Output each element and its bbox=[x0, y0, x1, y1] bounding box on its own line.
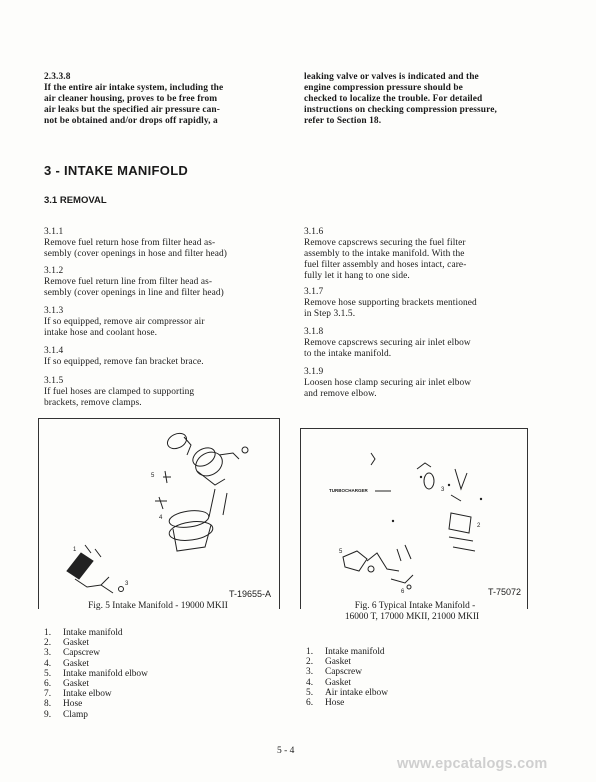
figure-6-frame bbox=[300, 428, 528, 609]
step-number: 3.1.8 bbox=[304, 327, 324, 337]
watermark: www.epcatalogs.com bbox=[397, 756, 548, 772]
typical-intake-manifold-illustration bbox=[301, 429, 527, 609]
paragraph-2338-line: air leaks but the specified air pressure can- bbox=[44, 105, 220, 115]
step-number: 3.1.2 bbox=[44, 266, 64, 276]
step-text: fuel filter assembly and hoses intact, care- bbox=[304, 260, 467, 270]
list-item: 2. Gasket bbox=[306, 657, 352, 668]
step-text: brackets, remove clamps. bbox=[44, 398, 142, 408]
step-text: assembly to the intake manifold. With the bbox=[304, 249, 465, 259]
figure-6-parts-list bbox=[306, 647, 388, 708]
step-number: 3.1.6 bbox=[304, 227, 324, 237]
paragraph-right-line: instructions on checking compression pressure, bbox=[304, 105, 497, 115]
figure-5-caption: Fig. 5 Intake Manifold - 19000 MKII bbox=[50, 601, 266, 612]
paragraph-2338-line: air cleaner housing, proves to be free from bbox=[44, 94, 218, 104]
svg-text:3: 3 bbox=[125, 581, 129, 587]
step-number: 3.1.1 bbox=[44, 227, 64, 237]
step-number: 3.1.5 bbox=[44, 376, 64, 386]
paragraph-right-line: leaking valve or valves is indicated and the bbox=[304, 72, 479, 82]
paragraph-2338-number: 2.3.3.8 bbox=[44, 72, 71, 82]
list-item: 1. Intake manifold bbox=[44, 628, 123, 638]
step-text: Remove fuel return line from filter head as- bbox=[44, 277, 213, 287]
list-item: 6. Gasket bbox=[44, 679, 90, 690]
step-text: Remove hose supporting brackets mentioned bbox=[304, 298, 477, 308]
step-text: to the intake manifold. bbox=[304, 349, 392, 359]
svg-text:4: 4 bbox=[159, 515, 163, 521]
list-item: 2. Gasket bbox=[44, 638, 90, 649]
step-text: and remove elbow. bbox=[304, 389, 377, 399]
list-item: 7. Intake elbow bbox=[44, 689, 112, 700]
turbocharger-label: TURBOCHARGER bbox=[329, 488, 368, 493]
list-item: 1. Intake manifold bbox=[306, 647, 385, 657]
list-item: 8. Hose bbox=[44, 699, 83, 710]
step-text: If so equipped, remove fan bracket brace. bbox=[44, 357, 204, 367]
step-text: sembly (cover openings in hose and filter head) bbox=[44, 249, 228, 259]
list-item: 3. Capscrew bbox=[306, 667, 362, 678]
step-number: 3.1.9 bbox=[304, 367, 324, 377]
step-number: 3.1.7 bbox=[304, 287, 324, 297]
step-text: fully let it hang to one side. bbox=[304, 271, 410, 281]
intake-manifold-19000-illustration bbox=[39, 419, 279, 609]
subsection-title: 3.1 REMOVAL bbox=[44, 195, 107, 206]
list-item: 5. Intake manifold elbow bbox=[44, 668, 148, 679]
svg-text:5: 5 bbox=[339, 549, 343, 555]
step-text: Remove fuel return hose from filter head as- bbox=[44, 238, 216, 248]
figure-5-parts-list bbox=[44, 628, 148, 720]
list-item: 6. Hose bbox=[306, 698, 345, 709]
svg-text:3: 3 bbox=[441, 487, 445, 493]
svg-text:6: 6 bbox=[401, 589, 405, 595]
list-item: 3. Capscrew bbox=[44, 648, 100, 659]
svg-text:1: 1 bbox=[73, 547, 77, 553]
list-item: 5. Air intake elbow bbox=[306, 687, 389, 698]
page-number: 5 - 4 bbox=[277, 746, 295, 756]
paragraph-right-line: engine compression pressure should be bbox=[304, 83, 463, 93]
paragraph-2338-line: not be obtained and/or drops off rapidly, a bbox=[44, 116, 218, 126]
step-text: If so equipped, remove air compressor air bbox=[44, 317, 205, 327]
paragraph-2338-line: If the entire air intake system, including the bbox=[44, 83, 224, 93]
figure-5-frame bbox=[38, 418, 280, 609]
paragraph-right-line: refer to Section 18. bbox=[304, 116, 382, 126]
step-text: Remove capscrews securing air inlet elbow bbox=[304, 338, 471, 348]
paragraph-right-line: checked to localize the trouble. For detailed bbox=[304, 94, 483, 104]
list-item: 9. Clamp bbox=[44, 709, 88, 720]
step-text: in Step 3.1.5. bbox=[304, 309, 356, 319]
figure-6-caption-line: Fig. 6 Typical Intake Manifold - bbox=[330, 601, 500, 612]
step-number: 3.1.3 bbox=[44, 306, 64, 316]
step-text: Loosen hose clamp securing air inlet elbow bbox=[304, 378, 472, 388]
figure-5-code: T-19655-A bbox=[228, 589, 271, 599]
svg-text:2: 2 bbox=[477, 523, 481, 529]
step-text: sembly (cover openings in line and filter head) bbox=[44, 288, 224, 298]
step-text: Remove capscrews securing the fuel filter bbox=[304, 238, 466, 248]
figure-6-caption-line: 16000 T, 17000 MKII, 21000 MKII bbox=[306, 612, 518, 623]
section-title: 3 - INTAKE MANIFOLD bbox=[44, 163, 189, 178]
step-text: intake hose and coolant hose. bbox=[44, 328, 158, 338]
step-number: 3.1.4 bbox=[44, 346, 64, 356]
svg-text:5: 5 bbox=[151, 473, 155, 479]
list-item: 4. Gasket bbox=[44, 658, 90, 669]
step-text: If fuel hoses are clamped to supporting bbox=[44, 387, 195, 397]
figure-6-code: T-75072 bbox=[487, 587, 521, 597]
list-item: 4. Gasket bbox=[306, 677, 352, 688]
